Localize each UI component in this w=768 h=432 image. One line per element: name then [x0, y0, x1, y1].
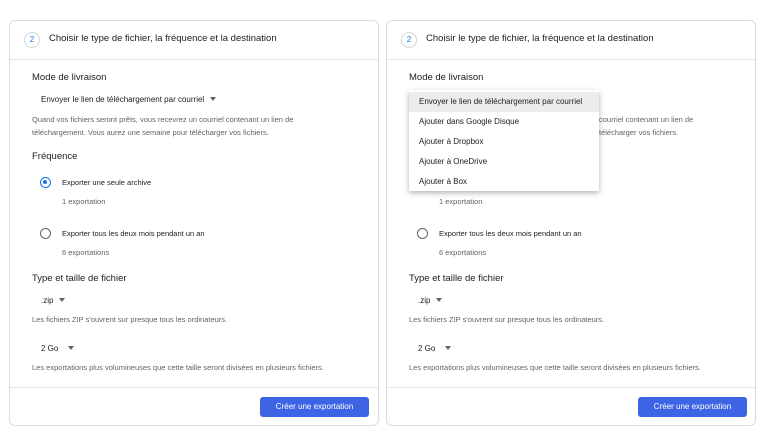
frequency-label: Fréquence — [32, 151, 78, 162]
radio-single-archive[interactable] — [40, 177, 51, 188]
delivery-method-dropdown[interactable] — [41, 95, 216, 104]
step-number-badge: 2 — [24, 32, 40, 48]
option-every-two-months-label: Exporter tous les deux mois pendant un an — [62, 229, 205, 238]
delivery-method-menu — [409, 90, 599, 191]
create-export-button[interactable]: Créer une exportation — [260, 397, 369, 417]
delivery-method-value: Envoyer le lien de téléchargement par courriel — [41, 95, 205, 104]
file-type-description: Les fichiers ZIP s'ouvrent sur presque tous les ordinateurs. — [32, 315, 228, 324]
panel-footer-divider — [10, 387, 378, 388]
file-type-value: .zip — [41, 296, 54, 305]
option-single-archive-count: 1 exportation — [62, 197, 106, 206]
file-type-description: Les fichiers ZIP s'ouvrent sur presque tous les ordinateurs. — [409, 315, 605, 324]
panel-header — [10, 21, 378, 60]
option-single-archive-label: Exporter une seule archive — [62, 178, 152, 187]
file-size-value: 2 Go — [418, 344, 436, 353]
option-every-two-months-count: 6 exportations — [439, 248, 487, 257]
export-settings-panel-menu-open — [386, 20, 756, 426]
option-every-two-months-count: 6 exportations — [62, 248, 110, 257]
file-size-description: Les exportations plus volumineuses que cette taille seront divisées en plusieurs fichiers. — [32, 363, 324, 372]
file-type-size-label: Type et taille de fichier — [32, 273, 127, 284]
option-single-archive-count: 1 exportation — [439, 197, 483, 206]
file-size-value: 2 Go — [41, 344, 59, 353]
panel-title: Choisir le type de fichier, la fréquence et la destination — [49, 33, 277, 44]
delivery-description-partial: courriel contenant un lien de télécharger vos fichiers. — [599, 115, 694, 137]
export-settings-panel — [9, 20, 379, 426]
menu-item-email-link[interactable]: Envoyer le lien de téléchargement par courriel — [409, 92, 599, 112]
panel-title: Choisir le type de fichier, la fréquence et la destination — [426, 33, 654, 44]
chevron-down-icon — [59, 298, 65, 302]
chevron-down-icon — [68, 346, 74, 350]
delivery-description: Quand vos fichiers seront prêts, vous recevrez un courriel contenant un lien de téléchargement. Vous aurez une semaine pour télécharger vos fichiers. — [32, 115, 294, 137]
delivery-method-label: Mode de livraison — [32, 72, 107, 83]
file-type-value: .zip — [418, 296, 431, 305]
file-size-dropdown[interactable] — [41, 344, 74, 353]
file-size-dropdown[interactable] — [418, 344, 451, 353]
menu-item-box[interactable]: Ajouter à Box — [419, 177, 468, 186]
file-type-dropdown[interactable] — [41, 296, 65, 305]
radio-every-two-months[interactable] — [40, 228, 51, 239]
menu-item-onedrive[interactable]: Ajouter à OneDrive — [419, 157, 488, 166]
create-export-button[interactable]: Créer une exportation — [638, 397, 747, 417]
file-type-dropdown[interactable] — [418, 296, 442, 305]
chevron-down-icon — [436, 298, 442, 302]
delivery-method-label: Mode de livraison — [409, 72, 484, 83]
chevron-down-icon — [210, 97, 216, 101]
menu-item-google-drive[interactable]: Ajouter dans Google Disque — [419, 117, 520, 126]
chevron-down-icon — [445, 346, 451, 350]
step-number-badge: 2 — [401, 32, 417, 48]
menu-item-dropbox[interactable]: Ajouter à Dropbox — [419, 137, 484, 146]
radio-every-two-months[interactable] — [417, 228, 428, 239]
file-type-size-label: Type et taille de fichier — [409, 273, 504, 284]
file-size-description: Les exportations plus volumineuses que cette taille seront divisées en plusieurs fichiers. — [409, 363, 701, 372]
panel-footer-divider — [387, 387, 755, 388]
option-every-two-months-label: Exporter tous les deux mois pendant un an — [439, 229, 582, 238]
panel-header — [387, 21, 755, 60]
